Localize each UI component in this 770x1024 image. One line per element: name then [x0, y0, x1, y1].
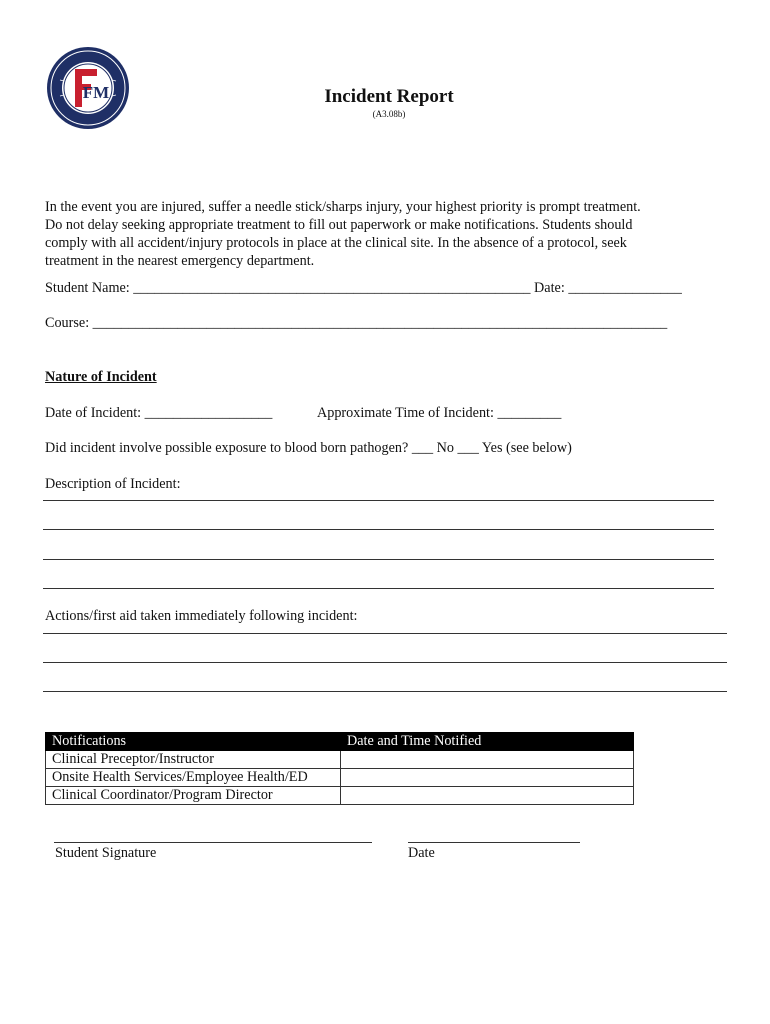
- actions-label: Actions/first aid taken immediately following incident:: [45, 608, 358, 624]
- signature-date-line[interactable]: [408, 842, 580, 843]
- description-line[interactable]: [43, 500, 714, 501]
- signature-date-label: Date: [408, 845, 435, 861]
- notifications-table: [45, 732, 634, 805]
- description-line[interactable]: [43, 559, 714, 560]
- notification-date-cell[interactable]: [341, 751, 634, 769]
- student-signature-label: Student Signature: [55, 845, 157, 861]
- intro-line: comply with all accident/injury protocols in place at the clinical site. In the absence of a protocol, seek: [45, 235, 627, 251]
- table-row: [46, 769, 634, 787]
- description-label: Description of Incident:: [45, 476, 181, 492]
- notification-date-cell[interactable]: [341, 787, 634, 805]
- intro-paragraph: [45, 198, 715, 270]
- actions-line[interactable]: [43, 633, 727, 634]
- description-line[interactable]: [43, 588, 714, 589]
- course-field[interactable]: Course: _________________________________________________________________________________: [45, 315, 668, 331]
- time-of-incident-field[interactable]: Approximate Time of Incident: _________: [317, 405, 562, 421]
- table-header-cell: Notifications: [46, 733, 341, 751]
- exposure-question[interactable]: Did incident involve possible exposure to blood born pathogen? ___ No ___ Yes (see below): [45, 440, 572, 456]
- table-row: [46, 751, 634, 769]
- table-row: [46, 787, 634, 805]
- notification-party: Onsite Health Services/Employee Health/ED: [46, 769, 341, 787]
- table-header-row: [46, 733, 634, 751]
- notification-party: Clinical Coordinator/Program Director: [46, 787, 341, 805]
- student-signature-line[interactable]: [54, 842, 372, 843]
- description-line[interactable]: [43, 529, 714, 530]
- intro-line: treatment in the nearest emergency department.: [45, 253, 315, 269]
- logo-monogram: FM: [82, 83, 110, 102]
- date-of-incident-field[interactable]: Date of Incident: __________________: [45, 405, 273, 421]
- table-header-cell: Date and Time Notified: [341, 733, 634, 751]
- notification-party: Clinical Preceptor/Instructor: [46, 751, 341, 769]
- nature-of-incident-heading: Nature of Incident: [45, 369, 157, 385]
- student-name-field[interactable]: Student Name: ________________________________________________________ Date: ________________: [45, 280, 682, 296]
- intro-line: Do not delay seeking appropriate treatment to fill out paperwork or make notifications. Students should: [45, 217, 633, 233]
- document-title: Incident Report: [324, 86, 454, 107]
- actions-line[interactable]: [43, 691, 727, 692]
- notification-date-cell[interactable]: [341, 769, 634, 787]
- document-code: (A3.08b): [372, 109, 406, 119]
- actions-line[interactable]: [43, 662, 727, 663]
- intro-line: In the event you are injured, suffer a needle stick/sharps injury, your highest priority is prompt treatment.: [45, 199, 641, 215]
